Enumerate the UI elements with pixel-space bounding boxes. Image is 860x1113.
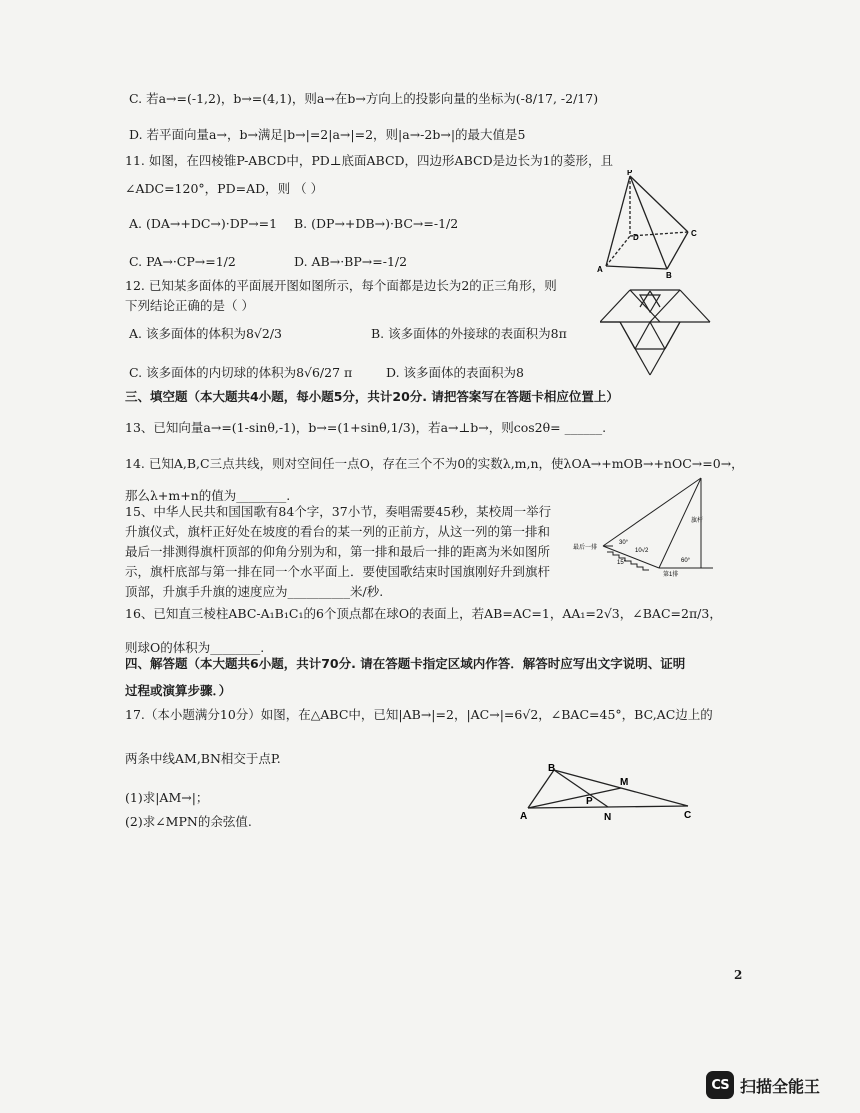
question-16: 16、已知直三棱柱ABC-A₁B₁C₁的6个顶点都在球O的表面上，若AB=AC=1，AA₁=2√3，∠BAC=2π/3， xyxy=(125,606,722,621)
option-12b: B. 该多面体的外接球的表面积为8π xyxy=(371,326,567,341)
triangle-label-m: M xyxy=(620,777,629,788)
camscanner-logo-icon: CS xyxy=(706,1071,734,1099)
watermark-text: 扫描全能王 xyxy=(740,1076,821,1096)
flagpole-figure xyxy=(573,476,718,580)
octahedron-net-figure xyxy=(600,285,714,385)
question-11-stem: 11. 如图，在四棱锥P-ABCD中，PD⊥底面ABCD，四边形ABCD是边长为1的菱形，且 xyxy=(125,153,614,168)
pyramid-label-d: D xyxy=(633,233,639,242)
triangle-label-a: A xyxy=(520,811,528,822)
question-17-part1: (1)求|AM→|； xyxy=(125,790,209,805)
flagpole-label-30deg: 30° xyxy=(619,540,629,546)
option-11b: B. (DP→+DB→)·BC→=-1/2 xyxy=(294,216,459,231)
option-12a: A. 该多面体的体积为8√2/3 xyxy=(129,326,283,341)
flagpole-label-pole: 旗杆 xyxy=(691,518,704,524)
pyramid-label-b: B xyxy=(666,271,672,280)
question-15-1: 15、中华人民共和国国歌有84个字，37小节，奏唱需要45秒，某校周一举行 xyxy=(125,504,552,519)
flagpole-label-60deg: 60° xyxy=(681,558,691,564)
section-4-heading: 四、解答题（本大题共6小题，共计70分. 请在答题卡指定区域内作答．解答时应写出文字说明、证明 xyxy=(125,656,686,671)
pyramid-figure xyxy=(592,170,712,285)
pyramid-label-a: A xyxy=(597,265,603,274)
question-15-2: 升旗仪式，旗杆正好处在坡度的看台的某一列的正前方，从这一列的第一排和 xyxy=(125,524,551,539)
flagpole-label-15deg: 15° xyxy=(617,560,627,566)
flagpole-label-distance: 10√2 xyxy=(635,548,649,554)
flagpole-label-last-row: 最后一排 xyxy=(573,545,598,551)
pyramid-label-c: C xyxy=(691,229,697,238)
question-14-2: 那么λ+m+n的值为________. xyxy=(125,488,291,503)
section-3-heading: 三、填空题（本大题共4小题，每小题5分，共计20分. 请把答案写在答题卡相应位置上） xyxy=(125,389,619,404)
scanner-watermark xyxy=(706,1068,820,1102)
question-12-stem: 12. 已知某多面体的平面展开图如图所示，每个面都是边长为2的正三角形，则 xyxy=(125,278,557,293)
section-4-heading-2: 过程或演算步骤．） xyxy=(125,683,232,698)
option-11a: A. (DA→+DC→)·DP→=1 xyxy=(129,216,278,231)
option-11c-prev: C. 若a→=(-1,2)，b→=(4,1)，则a→在b→方向上的投影向量的坐标为(-8/17, -2/17) xyxy=(129,91,599,106)
question-17: 17.（本小题满分10分）如图，在△ABC中，已知|AB→|=2，|AC→|=6√2，∠BAC=45°，BC,AC边上的 xyxy=(125,707,713,722)
question-11-stem-2: ∠ADC=120°，PD=AD，则 （ ） xyxy=(125,181,324,196)
triangle-label-b: B xyxy=(548,763,556,774)
triangle-figure xyxy=(516,760,696,822)
question-13: 13、已知向量a→=(1-sinθ,-1)，b→=(1+sinθ,1/3)，若a→⊥b→，则cos2θ= ______. xyxy=(125,420,607,435)
question-15-4: 示，旗杆底部与第一排在同一个水平面上．要使国歌结束时国旗刚好升到旗杆 xyxy=(125,564,551,579)
pyramid-label-p: P xyxy=(627,170,633,177)
question-17-2: 两条中线AM,BN相交于点P. xyxy=(125,751,281,766)
question-15-3: 最后一排测得旗杆顶部的仰角分别为和，第一排和最后一排的距离为米如图所 xyxy=(125,544,551,559)
question-12-stem-2: 下列结论正确的是（ ） xyxy=(125,298,254,313)
option-11c: C. PA→·CP→=1/2 xyxy=(129,254,236,269)
triangle-label-n: N xyxy=(604,812,612,822)
option-12d: D. 该多面体的表面积为8 xyxy=(386,365,524,380)
question-14: 14. 已知A,B,C三点共线，则对空间任一点O，存在三个不为0的实数λ,m,n，使λOA→+mOB→+nOC→=0→， xyxy=(125,456,744,471)
option-10d: D. 若平面向量a→，b→满足|b→|=2|a→|=2，则|a→-2b→|的最大值是5 xyxy=(129,127,526,142)
question-16-2: 则球O的体积为________. xyxy=(125,640,265,655)
option-12c: C. 该多面体的内切球的体积为8√6/27 π xyxy=(129,365,353,380)
triangle-label-p: P xyxy=(586,796,593,807)
page-number: 2 xyxy=(734,968,743,982)
question-17-part2: (2)求∠MPN的余弦值. xyxy=(125,814,252,829)
triangle-label-c: C xyxy=(684,810,692,821)
flagpole-label-first-row: 第1排 xyxy=(663,572,679,578)
question-15-5: 顶部，升旗手升旗的速度应为__________米/秒. xyxy=(125,584,384,599)
option-11d: D. AB→·BP→=-1/2 xyxy=(294,254,408,269)
